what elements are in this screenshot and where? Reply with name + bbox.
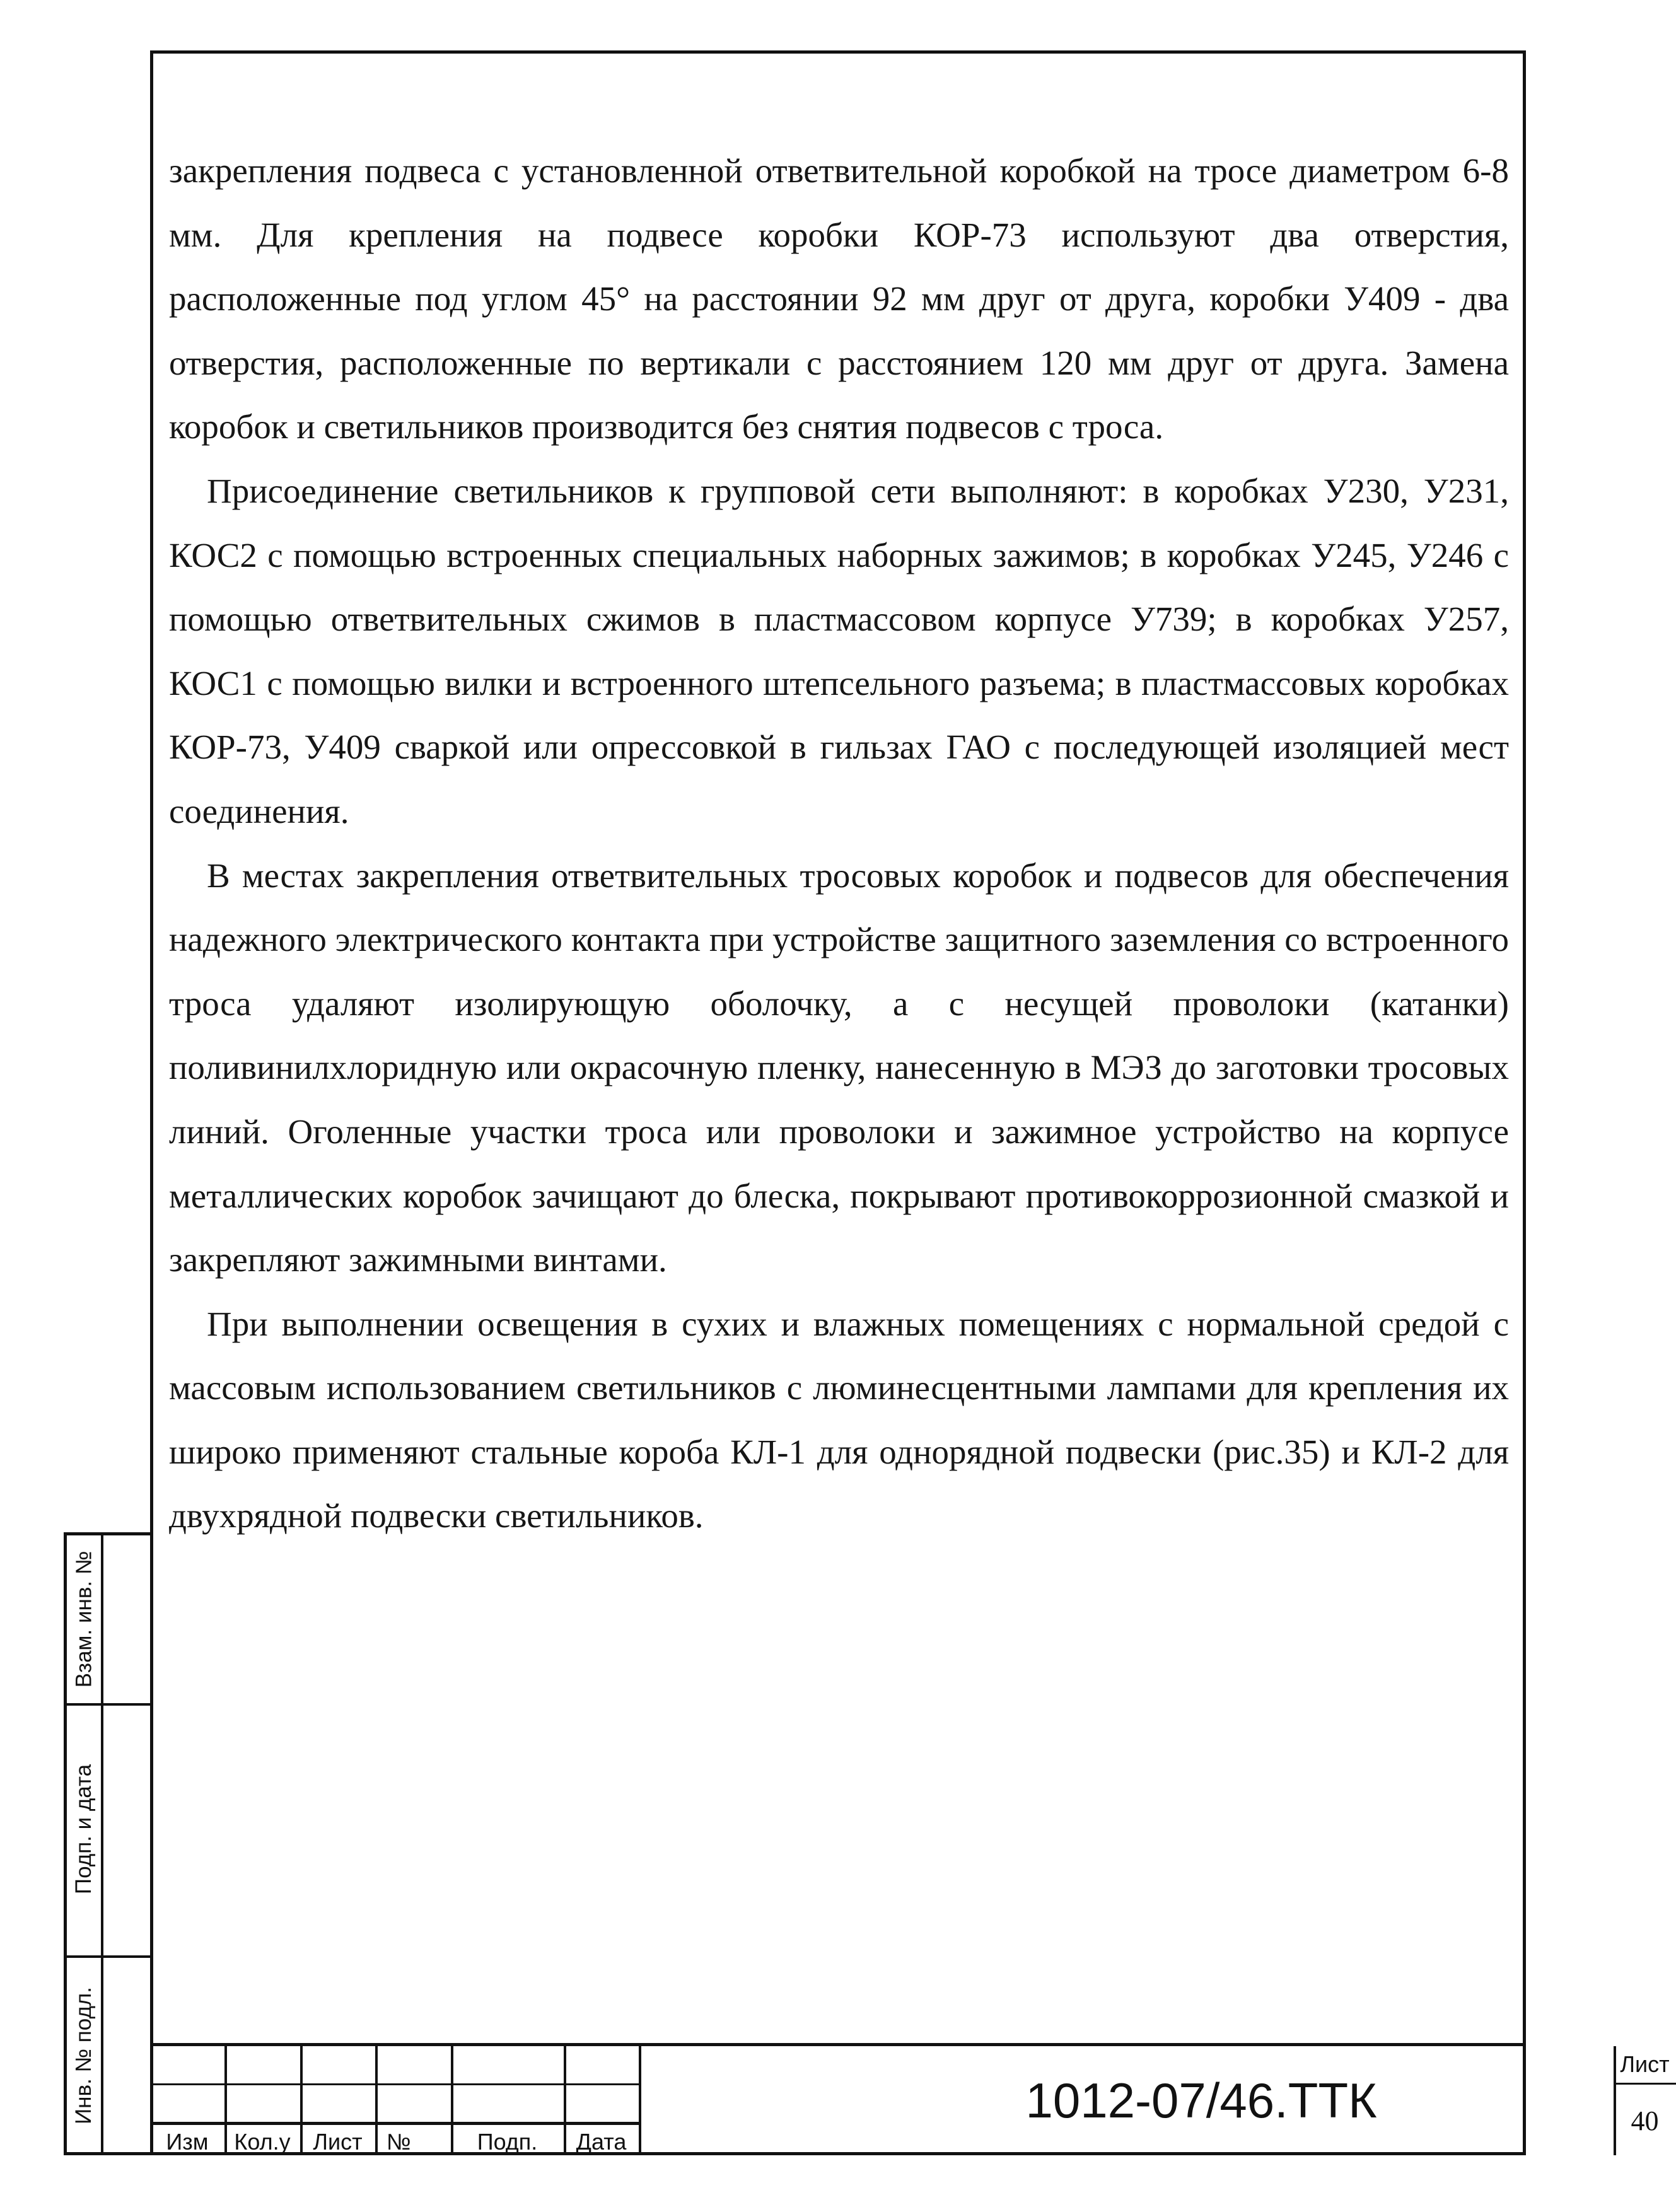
col-list: Лист (313, 2129, 363, 2155)
title-block (150, 2043, 1670, 2155)
title-block-line (1614, 2083, 1676, 2085)
col-izm: Изм (166, 2129, 209, 2155)
col-nomer: № (387, 2129, 411, 2155)
col-kol-uch: Кол.у (234, 2129, 291, 2155)
col-podp: Подп. (477, 2129, 538, 2155)
col-data: Дата (576, 2129, 627, 2155)
sheet-label: Лист (1620, 2051, 1670, 2077)
paragraph-4: При выполнении освещения в сухих и влажных помещениях с нормальной средой с массовым использованием светильников с люминесцентными лампами для крепления их широко применяют стальные короба КЛ-1 для однорядной подвески (рис.35) и КЛ-2 для двухрядной подвески светильников. (169, 1304, 1509, 1535)
paragraph-1: закрепления подвеса с установленной ответвительной коробкой на тросе диаметром 6-8 мм. Для крепления на подвесе коробки КОР-73 используют два отверстия, расположенные под углом 45° на расстоянии 92 мм друг от друга, коробки У409 - два отверстия, расположенные по вертикали с расстоянием 120 мм друг от друга. Замена коробок и светильников производится без снятия подвесов с троса. (169, 151, 1509, 446)
binding-strip-divider (101, 1535, 103, 2152)
label-podp-data: Подп. и дата (71, 1764, 96, 1895)
label-inv-podl: Инв. № подл. (71, 1986, 96, 2125)
paragraph-2: Присоединение светильников к групповой сети выполняют: в коробках У230, У231, КОС2 с помощью встроенных специальных наборных зажимов; в коробках У245, У246 с помощью ответвительных сжимов в пластмассовом корпусе У739; в коробках У257, КОС1 с помощью вилки и встроенного штепсельного разъема; в пластмассовых коробках КОР-73, У409 сваркой или опрессовкой в гильзах ГАО с последующей изоляцией мест соединения. (169, 471, 1509, 830)
document-code: 1012-07/46.ТТК (1025, 2073, 1377, 2128)
title-block-line (150, 2083, 639, 2085)
document-body (169, 139, 1509, 1548)
label-vzam-inv: Взам. инв. № (71, 1551, 96, 1688)
title-block-line (639, 2046, 641, 2155)
paragraph-3: В местах закрепления ответвительных тросовых коробок и подвесов для обеспечения надежного электрического контакта при устройстве защитного заземления со встроенного троса удаляют изолирующую оболочку, а с несущей проволоки (катанки) поливинилхлоридную или окрасочную пленку, нанесенную в МЭЗ до заготовки тросовых линий. Оголенные участки троса или проволоки и зажимное устройство на корпусе металлических коробок зачищают до блеска, покрывают противокоррозионной смазкой и закрепляют зажимными винтами. (169, 856, 1509, 1279)
binding-strip (64, 1532, 150, 2155)
sheet-number: 40 (1631, 2105, 1659, 2136)
title-block-line (150, 2122, 639, 2125)
